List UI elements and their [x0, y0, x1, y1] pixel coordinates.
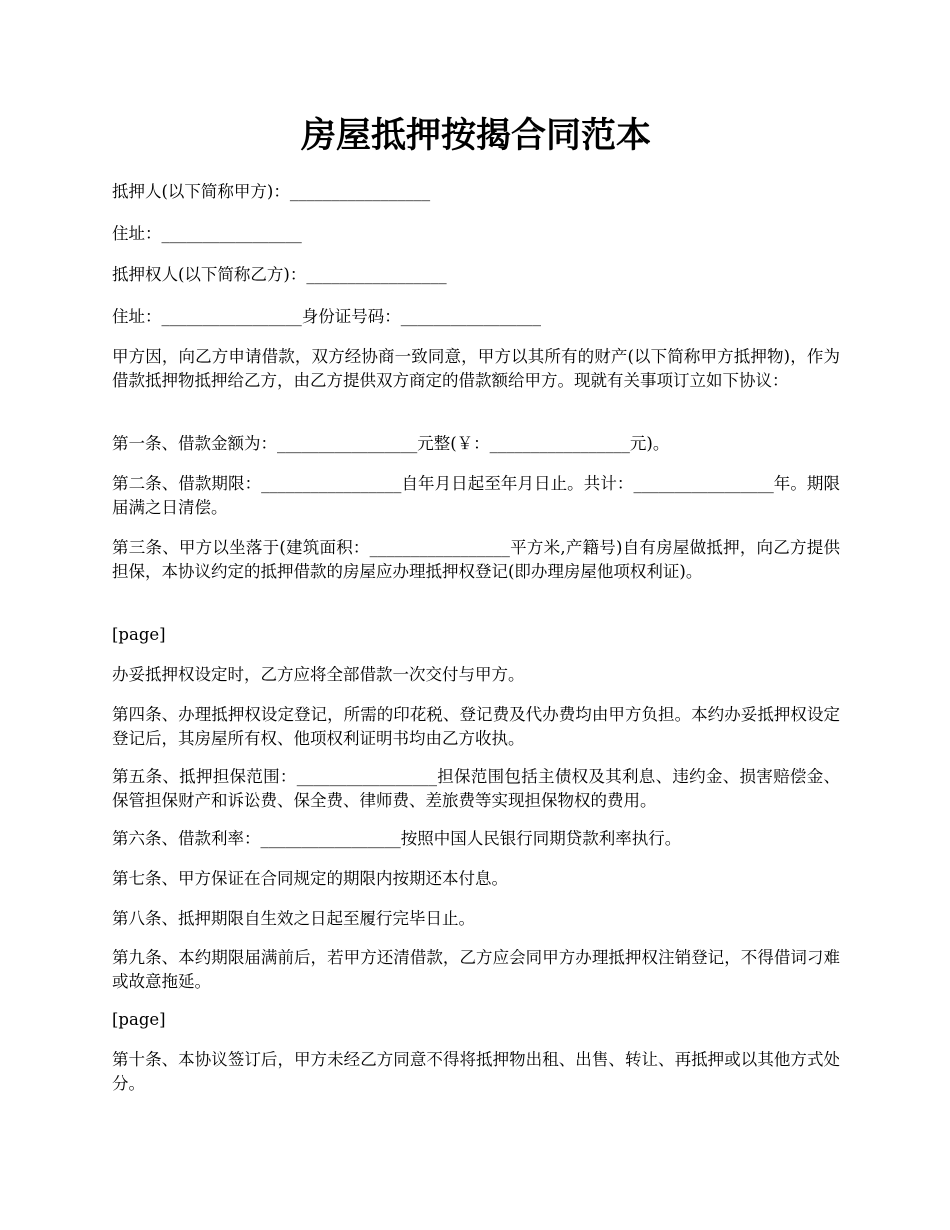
article-10: 第十条、本协议签订后，甲方未经乙方同意不得将抵押物出租、出售、转让、再抵押或以其他方式处分。	[112, 1050, 840, 1093]
loan-delivery-paragraph: 办妥抵押权设定时，乙方应将全部借款一次交付与甲方。	[112, 665, 525, 684]
article-8: 第八条、抵押期限自生效之日起至履行完毕日止。	[112, 909, 475, 928]
article-5: 第五条、抵押担保范围：_________________担保范围包括主债权及其利息、违约金、损害赔偿金、保管担保财产和诉讼费、保全费、律师费、差旅费等实现担保物权的费用。	[112, 767, 840, 810]
preamble-paragraph: 甲方因，向乙方申请借款，双方经协商一致同意，甲方以其所有的财产(以下简称甲方抵押物)，作为借款抵押物抵押给乙方，由乙方提供双方商定的借款额给甲方。现就有关事项订立如下协议：	[112, 347, 840, 390]
mortgagor-address-line: 住址：_________________	[112, 224, 302, 243]
article-2: 第二条、借款期限：_________________自年月日起至年月日止。共计：_________________年。期限届满之日清偿。	[112, 474, 840, 517]
article-7: 第七条、甲方保证在合同规定的期限内按期还本付息。	[112, 869, 508, 888]
article-1: 第一条、借款金额为：_________________元整(￥：_________________元)。	[112, 434, 670, 453]
document-title: 房屋抵押按揭合同范本	[300, 115, 651, 156]
article-3: 第三条、甲方以坐落于(建筑面积：_________________平方米,产籍号)自有房屋做抵押，向乙方提供担保，本协议约定的抵押借款的房屋应办理抵押权登记(即办理房屋他项权利证)。	[112, 538, 840, 581]
article-4: 第四条、办理抵押权设定登记，所需的印花税、登记费及代办费均由甲方负担。本约办妥抵押权设定登记后，其房屋所有权、他项权利证明书均由乙方收执。	[112, 705, 840, 748]
page-marker: [page]	[112, 625, 166, 644]
page-marker: [page]	[112, 1010, 166, 1029]
article-9: 第九条、本约期限届满前后，若甲方还清借款，乙方应会同甲方办理抵押权注销登记，不得借词刁难或故意拖延。	[112, 948, 840, 991]
mortgagee-line: 抵押权人(以下简称乙方)：_________________	[112, 265, 447, 284]
mortgagor-line: 抵押人(以下简称甲方)：_________________	[112, 182, 431, 201]
mortgagee-address-id-line: 住址：_________________身份证号码：_________________	[112, 307, 541, 326]
article-6: 第六条、借款利率：_________________按照中国人民银行同期贷款利率执行。	[112, 829, 682, 848]
